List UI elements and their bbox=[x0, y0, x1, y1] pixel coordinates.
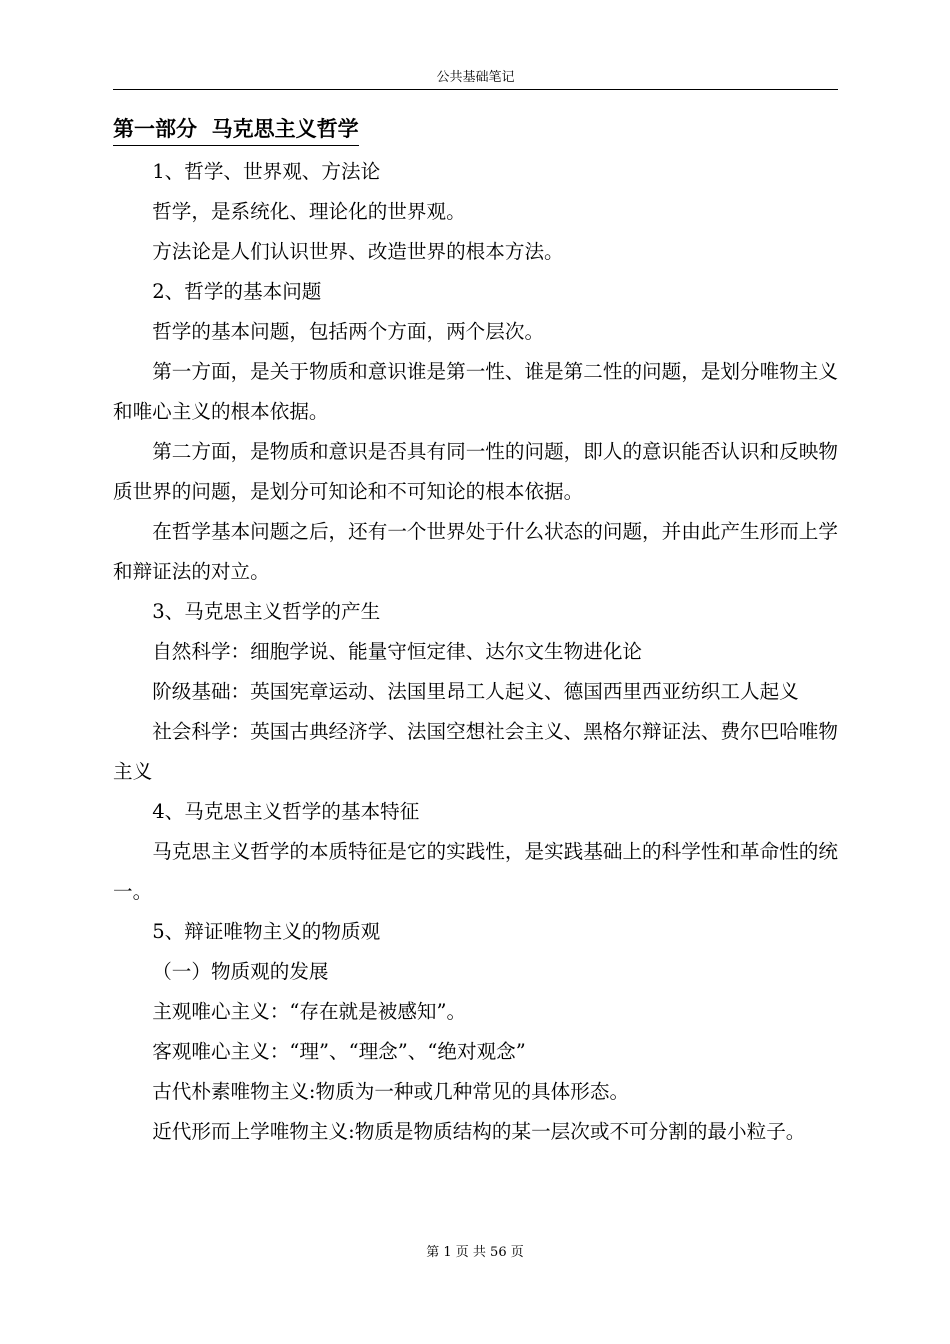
paragraph: （一）物质观的发展 bbox=[152, 960, 329, 983]
paragraph: 哲学，是系统化、理论化的世界观。 bbox=[152, 200, 466, 223]
paragraph: 3、马克思主义哲学的产生 bbox=[152, 600, 381, 623]
paragraph: 1、哲学、世界观、方法论 bbox=[152, 160, 381, 183]
paragraph: 哲学的基本问题，包括两个方面，两个层次。 bbox=[152, 320, 545, 343]
page-footer: 第 1 页 共 56 页 bbox=[426, 1245, 524, 1260]
paragraph: 方法论是人们认识世界、改造世界的根本方法。 bbox=[152, 240, 564, 263]
section-title: 第一部分 马克思主义哲学 bbox=[113, 114, 359, 146]
paragraph: 第二方面，是物质和意识是否具有同一性的问题，即人的意识能否认识和反映物质世界的问题，是划分可知论和不可知论的根本依据。 bbox=[113, 440, 838, 503]
header-divider bbox=[113, 89, 838, 90]
paragraph: 马克思主义哲学的本质特征是它的实践性，是实践基础上的科学性和革命性的统一。 bbox=[113, 840, 838, 903]
page-header: 公共基础笔记 bbox=[436, 70, 515, 85]
paragraph: 4、马克思主义哲学的基本特征 bbox=[152, 800, 420, 823]
paragraph: 社会科学：英国古典经济学、法国空想社会主义、黑格尔辩证法、费尔巴哈唯物主义 bbox=[113, 720, 838, 783]
paragraph: 阶级基础：英国宪章运动、法国里昂工人起义、德国西里西亚纺织工人起义 bbox=[152, 680, 799, 703]
paragraph: 第一方面，是关于物质和意识谁是第一性、谁是第二性的问题，是划分唯物主义和唯心主义的根本依据。 bbox=[113, 360, 838, 423]
paragraph: 客观唯心主义：“理”、“理念”、“绝对观念” bbox=[152, 1040, 526, 1063]
paragraph: 5、辩证唯物主义的物质观 bbox=[152, 920, 381, 943]
paragraph: 在哲学基本问题之后，还有一个世界处于什么状态的问题，并由此产生形而上学和辩证法的对立。 bbox=[113, 520, 838, 583]
document-body bbox=[113, 152, 838, 1152]
paragraph: 主观唯心主义：“存在就是被感知”。 bbox=[152, 1000, 467, 1023]
paragraph: 近代形而上学唯物主义:物质是物质结构的某一层次或不可分割的最小粒子。 bbox=[152, 1120, 806, 1143]
paragraph: 自然科学：细胞学说、能量守恒定律、达尔文生物进化论 bbox=[152, 640, 643, 663]
paragraph: 2、哲学的基本问题 bbox=[152, 280, 322, 303]
paragraph: 古代朴素唯物主义:物质为一种或几种常见的具体形态。 bbox=[152, 1080, 630, 1103]
